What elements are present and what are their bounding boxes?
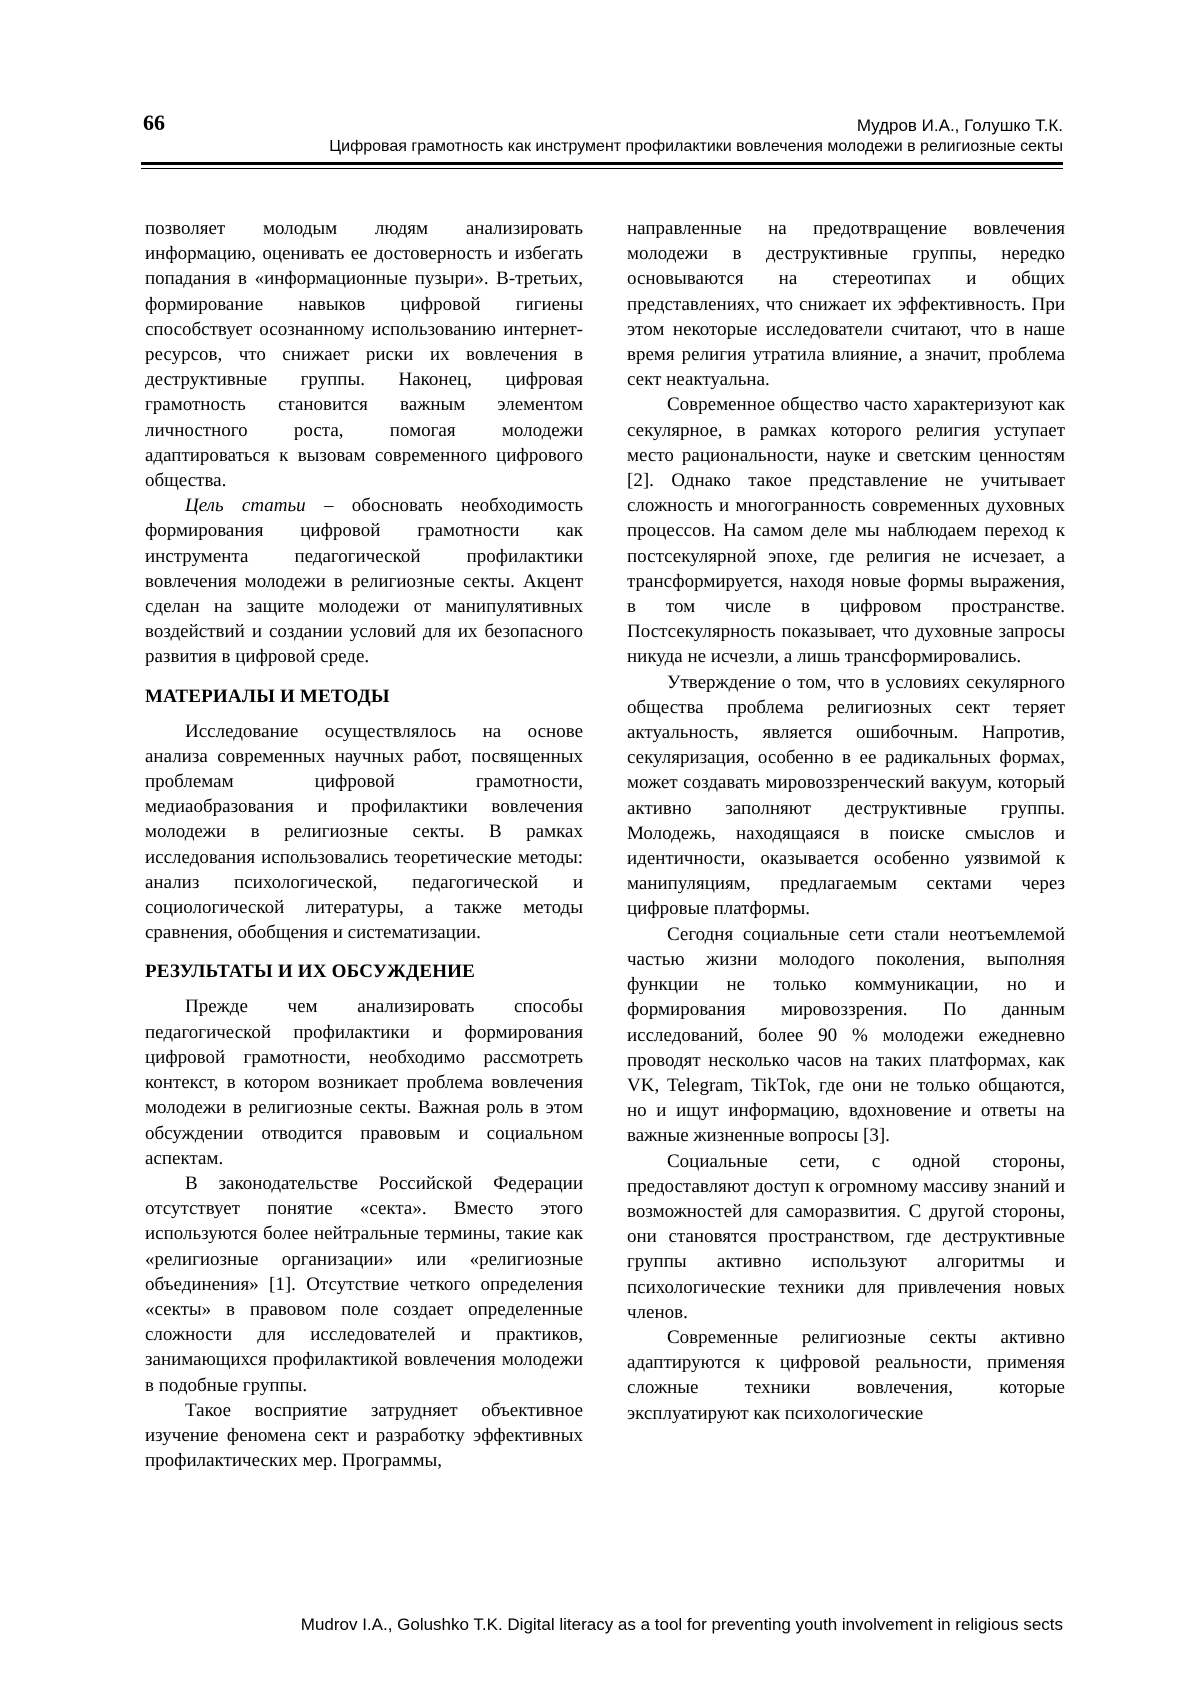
right-paragraph-6: Современные религиозные секты активно адаптируются к цифровой реальности, применяя сложные техники вовлечения, которые эксплуатируют как психологические	[627, 1326, 1065, 1424]
left-column	[145, 216, 583, 1473]
right-column	[627, 216, 1065, 1426]
right-paragraph-2: Современное общество часто характеризуют как секулярное, в рамках которого религия уступает место рациональности, науке и светским ценностям [2]. Однако такое представление не учитывает сложность и многогранность современных духовных процессов. На самом деле мы наблюдаем переход к постсекулярной эпохе, где религия не исчезает, а трансформируется, находя новые формы выражения, в том числе в цифровом пространстве. Постсекулярность показывает, что духовные запросы никуда не исчезли, а лишь трансформировались.	[627, 394, 1065, 668]
header-authors: Мудров И.А., Голушко Т.К.	[856, 116, 1063, 135]
aim-text: – обосновать необходимость формирования цифровой грамотности как инструмента педагогической профилактики вовлечения молодежи в религиозные секты. Акцент сделан на защите молодежи от манипулятивных воздействий и создании условий для их безопасного развития в цифровой среде.	[145, 495, 583, 668]
right-paragraph-5: Социальные сети, с одной стороны, предоставляют доступ к огромному массиву знаний и возможностей для саморазвития. С другой стороны, они становятся пространством, где деструктивные группы активно используют алгоритмы и психологические техники для привлечения новых членов.	[627, 1150, 1065, 1323]
right-paragraph-3: Утверждение о том, что в условиях секулярного общества проблема религиозных сект теряет актуальность, является ошибочным. Напротив, секуляризация, особенно в ее радикальных формах, может создавать мировоззренческий вакуум, который активно заполняют деструктивные группы. Молодежь, находящаяся в поиске смыслов и идентичности, оказывается особенно уязвимой к манипуляциям, предлагаемым сектами через цифровые платформы.	[627, 671, 1065, 920]
header-rule-thick	[141, 162, 1063, 165]
footer-english-citation: Mudrov I.A., Golushko T.K. Digital literacy as a tool for preventing youth involvement in religious sects	[300, 1615, 1063, 1634]
section-heading-materials-methods: МАТЕРИАЛЫ И МЕТОДЫ	[145, 685, 390, 707]
right-paragraph-4: Сегодня социальные сети стали неотъемлемой частью жизни молодого поколения, выполняя функции не только коммуникации, но и формирования мировоззрения. По данным исследований, более 90 % молодежи ежедневно проводят несколько часов на таких платформах, как VK, Telegram, TikTok, где они не только общаются, но и ищут информацию, вдохновение и ответы на важные жизненные вопросы [3].	[627, 923, 1065, 1147]
left-paragraph-2	[145, 493, 583, 669]
left-paragraph-6: Такое восприятие затрудняет объективное изучение феномена сект и разработку эффективных профилактических мер. Программы,	[145, 1399, 583, 1472]
page-number: 66	[143, 110, 165, 135]
left-paragraph-5: В законодательстве Российской Федерации отсутствует понятие «секта». Вместо этого используются более нейтральные термины, такие как «религиозные организации» или «религиозные объединения» [1]. Отсутствие четкого определения «секты» в правовом поле создает определенные сложности для исследователей и практиков, занимающихся профилактикой вовлечения молодежи в подобные группы.	[145, 1172, 583, 1396]
left-paragraph-1: позволяет молодым людям анализировать информацию, оценивать ее достоверность и избегать попадания в «информационные пузыри». В-третьих, формирование навыков цифровой гигиены способствует осознанному использованию интернет-ресурсов, что снижает риски их вовлечения в деструктивные группы. Наконец, цифровая грамотность становится важным элементом личностного роста, помогая молодежи адаптироваться к вызовам современного цифрового общества.	[145, 218, 583, 492]
left-paragraph-3: Исследование осуществлялось на основе анализа современных научных работ, посвященных проблемам цифровой грамотности, медиаобразования и профилактики вовлечения молодежи в религиозные секты. В рамках исследования использовались теоретические методы: анализ психологической, педагогической и социологической литературы, а также методы сравнения, обобщения и систематизации.	[145, 720, 583, 944]
right-paragraph-1: направленные на предотвращение вовлечения молодежи в деструктивные группы, нередко основываются на стереотипах и общих представлениях, что снижает их эффективность. При этом некоторые исследователи считают, что в наше время религия утратила влияние, а значит, проблема сект неактуальна.	[627, 218, 1065, 391]
header-running-title: Цифровая грамотность как инструмент профилактики вовлечения молодежи в религиозные секты	[329, 138, 1063, 155]
header-rule-thin	[141, 168, 1063, 169]
left-paragraph-4: Прежде чем анализировать способы педагогической профилактики и формирования цифровой грамотности, необходимо рассмотреть контекст, в котором возникает проблема вовлечения молодежи в религиозные секты. Важная роль в этом обсуждении отводится правовым и социальном аспектам.	[145, 996, 583, 1169]
aim-label: Цель статьи	[185, 495, 306, 517]
section-heading-results-discussion: РЕЗУЛЬТАТЫ И ИХ ОБСУЖДЕНИЕ	[145, 961, 476, 983]
